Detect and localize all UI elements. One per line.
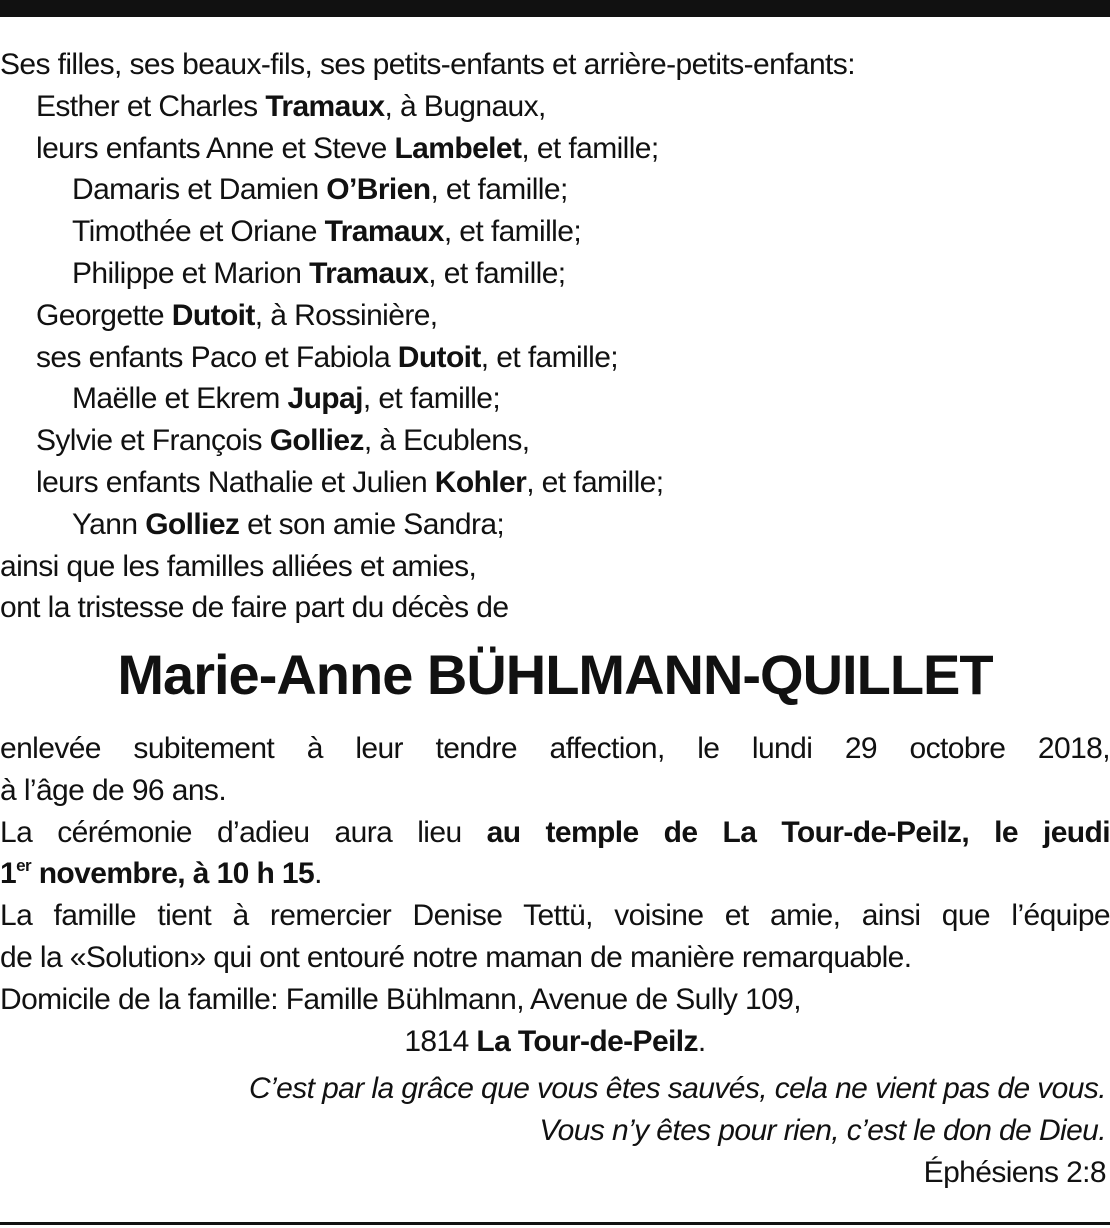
family-line-suffix: , et famille; — [443, 215, 582, 249]
family-line-suffix: , et famille; — [480, 340, 619, 374]
family-line-suffix: , à Rossinière, — [254, 298, 438, 332]
death-line: enlevée subitement à leur tendre affection, le lundi 29 octobre 2018, — [0, 732, 1110, 765]
family-surname: O’Brien — [326, 173, 431, 207]
family-line — [0, 169, 1110, 211]
family-line-text: ses enfants Paco et Fabiola — [36, 340, 398, 374]
family-line — [0, 504, 1110, 546]
family-line-text: Timothée et Oriane — [72, 215, 325, 249]
family-line-text: Maëlle et Ekrem — [72, 382, 288, 416]
family-line — [0, 420, 1110, 462]
family-line — [0, 337, 1110, 379]
family-line — [0, 211, 1110, 253]
age-line: à l’âge de 96 ans. — [0, 773, 227, 807]
family-line — [0, 128, 1110, 170]
ceremony-day-suffix: er — [16, 856, 31, 876]
family-line — [0, 462, 1110, 504]
family-line-suffix: , à Ecublens, — [363, 424, 530, 458]
family-line — [0, 44, 1110, 86]
family-line-suffix: , et famille; — [362, 382, 501, 416]
ceremony-day: 1 — [0, 857, 17, 891]
family-line — [0, 253, 1110, 295]
domicile-address — [0, 1021, 1110, 1063]
scripture-quote — [249, 1068, 1106, 1194]
ceremony-place: au temple de La Tour-de-Peilz, le jeudi — [486, 815, 1110, 849]
notice-body — [0, 728, 1110, 1062]
family-line-text: Damaris et Damien — [72, 173, 327, 207]
verse-line: Vous n’y êtes pour rien, c’est le don de Dieu. — [539, 1114, 1106, 1147]
family-line-suffix: , et famille; — [526, 465, 664, 499]
family-line-text: Georgette — [36, 298, 172, 332]
family-line-suffix: et son amie Sandra; — [239, 507, 505, 541]
ceremony-end: . — [314, 857, 322, 891]
family-surname: Jupaj — [287, 382, 363, 416]
verse-reference: Éphésiens 2:8 — [923, 1156, 1106, 1189]
bottom-rule — [0, 1222, 1110, 1225]
family-line-text: ainsi que les familles alliées et amies, — [0, 549, 477, 583]
ceremony-date-line — [0, 853, 1110, 895]
family-line-text: Esther et Charles — [36, 89, 266, 123]
ceremony-intro: La cérémonie d’adieu aura lieu — [0, 815, 487, 849]
family-line — [0, 378, 1110, 420]
family-surname: Kohler — [434, 465, 527, 499]
family-line-text: Ses filles, ses beaux-fils, ses petits-enfants et arrière-petits-enfants: — [0, 48, 855, 81]
family-surname: Golliez — [145, 507, 240, 541]
deceased-name: Marie-Anne BÜHLMANN-QUILLET — [117, 643, 993, 706]
verse-line: C’est par la grâce que vous êtes sauvés, cela ne vient pas de vous. — [249, 1072, 1106, 1105]
family-line-text: Sylvie et François — [36, 424, 270, 458]
thanks-line: de la «Solution» qui ont entouré notre maman de manière remarquable. — [0, 940, 912, 974]
top-rule — [0, 0, 1110, 17]
family-line-text: leurs enfants Anne et Steve — [36, 131, 395, 165]
family-line-suffix: , et famille; — [521, 131, 659, 165]
domicile-line: Domicile de la famille: Famille Bühlmann, Avenue de Sully 109, — [0, 982, 802, 1016]
family-line — [0, 587, 1110, 629]
thanks-line: La famille tient à remercier Denise Tettü, voisine et amie, ainsi que l’équipe — [0, 899, 1110, 933]
family-surname: Tramaux — [324, 215, 444, 249]
family-line — [0, 295, 1110, 337]
family-line-text: Philippe et Marion — [72, 256, 310, 290]
family-surname: Tramaux — [309, 256, 429, 290]
domicile-postcode: 1814 — [404, 1024, 477, 1058]
family-line-suffix: , et famille; — [428, 256, 566, 290]
family-surname: Dutoit — [397, 340, 481, 374]
family-line — [0, 546, 1110, 588]
family-surname: Tramaux — [265, 89, 385, 123]
family-line-text: leurs enfants Nathalie et Julien — [36, 465, 435, 499]
domicile-city: La Tour-de-Peilz — [476, 1024, 698, 1058]
ceremony-date-time: novembre, à 10 h 15 — [30, 857, 315, 891]
domicile-end: . — [697, 1024, 706, 1058]
family-line-suffix: , et famille; — [430, 173, 568, 207]
ceremony-line — [0, 812, 1110, 854]
family-line-suffix: , à Bugnaux, — [384, 89, 546, 123]
family-surname: Golliez — [269, 424, 364, 458]
family-list — [0, 44, 1110, 629]
family-line-text: ont la tristesse de faire part du décès de — [0, 591, 509, 625]
family-line-text: Yann — [72, 507, 146, 541]
family-surname: Dutoit — [171, 298, 255, 332]
family-line — [0, 86, 1110, 128]
family-surname: Lambelet — [394, 131, 522, 165]
